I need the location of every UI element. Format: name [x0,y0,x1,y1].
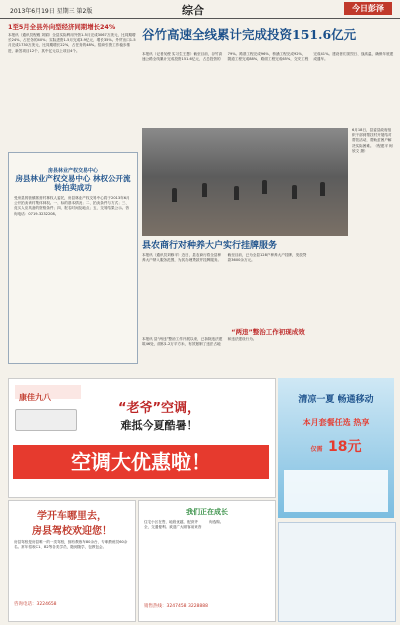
article-body: 本报讯（通讯员刘修平）近日，县农商行将全县种养大户纳入服务范围，为其办理贷款并挂牌服务。截至目前，已为全县128户种养大户挂牌，发放贷款3600余万元。 [142,253,307,263]
ad-banner: 空调大优惠啦！ [13,445,269,479]
school-title-2: 房县驾校欢迎您！ [32,526,112,537]
photo-figure [320,182,325,196]
brand-name: 康佳九八 [19,393,51,402]
promo-price [278,436,394,456]
article-body: 本报讯（记者吴俊 实习生王慧）截至目前，谷竹高速公路全线累计完成投资151.6亿元，占总投资的79%。路基工程完成96%，桥涵工程完成92%，隧道工程完成88%，路面工程完成65%，交安工程完成41%。建设者们顶烈日、战高温，确保年底建成通车。 [142,52,394,62]
article-body: 受房县郭营镇郭营村林权人委托，房县林业产权交易中心将于2013年6月公开拍卖该村集体林权。一、标的基本情况；二、拍卖条件与方式；三、竞买人应具备的资格条件；四、报名时间及地点；五、交易结果公示。咨询电话：0719-3232208。 [14,196,130,216]
photo-figure [262,180,267,194]
info-block [278,522,396,622]
school-body: 房县驾校是房县唯一的一类驾校，拥有教练车80余台，专职教练员60余名。常年招收C1、B2等各类学员，随到随学，包教包会。 [14,540,128,550]
price-label: 仅需 [310,446,323,453]
article-forestry [8,152,138,364]
photo-figure [172,188,177,202]
driving-school-ad [8,500,136,622]
news-photo [142,128,348,236]
school-phone: 咨询电话：3224658 [14,602,57,607]
article-rural-bank [142,240,394,326]
promo-table [284,470,388,512]
article-title: “两违”整治工作初现成效 [231,328,305,336]
article-subtitle: 房县林业产权交易中心 [47,168,98,174]
article-title: 县农商行对种养大户实行挂牌服务 [142,241,278,251]
promo-subtitle: 本月套餐任选 热享 [302,418,370,427]
air-conditioner-image [15,409,77,431]
ad-slogan-1: “老爷”空调， [117,401,201,416]
brand-logo [15,385,81,402]
housing-title: 我们正在成长 [186,508,228,516]
housing-phone: 销售热线：3247458 3228888 [144,604,209,609]
photo-figure [234,186,239,200]
paper-logo: 今日彭泽 [344,2,392,15]
housing-ad [138,500,276,622]
photo-figure [202,183,207,197]
article-title: 谷竹高速全线累计完成投资151.6亿元 [142,27,357,42]
section-name: 综合 [182,4,204,17]
article-body: 本报讯（通讯员程雅 刘娟）全县实际利用外资1-5月完成3067万美元，比同期增长24%，占任务的40%；实际进资1-5月完成3.9亿元，增长35%。外贸出口1-5月完成1730万美元，比同期增长22%，占任务的48%。招商引资工作稳步推进，新签项目12个，其中亿元以上项目4个。 [8,33,136,53]
masthead [0,0,400,19]
appliance-ad [8,378,276,498]
article-body: 本报讯 县“两违”整治工作开展以来，已拆除违法建筑46处，面积1.2万平方米，有效遏制了违法占地和违法建设行为。 [142,337,257,347]
school-title: 学开车哪里去， [37,511,107,522]
article-title: 1至5月全县外向型经济同期增长24% [8,23,116,31]
article-illegal-building [142,328,394,374]
issue-date: 2013年6月19日 星期三 第2版 [10,8,93,15]
housing-body: 住宅小区在售，地段优越，配套齐全，交通便利。欢迎广大顾客前来咨询选购。 [144,520,224,530]
photo-caption: 6月18日，县委县政府组织干部到帮扶村开展结对帮扶活动，帮助贫困户解决实际困难。（程建平 柯欣文 摄） [352,128,393,153]
photo-figure [292,185,297,199]
article-foreign-trade [8,23,136,149]
ad-slogan-2: 难抵今夏酷暑！ [120,419,198,432]
price-value: 18元 [328,439,362,455]
article-title: 房县林业产权交易中心 林权公开流转拍卖成功 [15,174,131,192]
mobile-promo-ad [278,378,394,518]
promo-title: 清凉一夏 畅通移动 [298,395,374,405]
